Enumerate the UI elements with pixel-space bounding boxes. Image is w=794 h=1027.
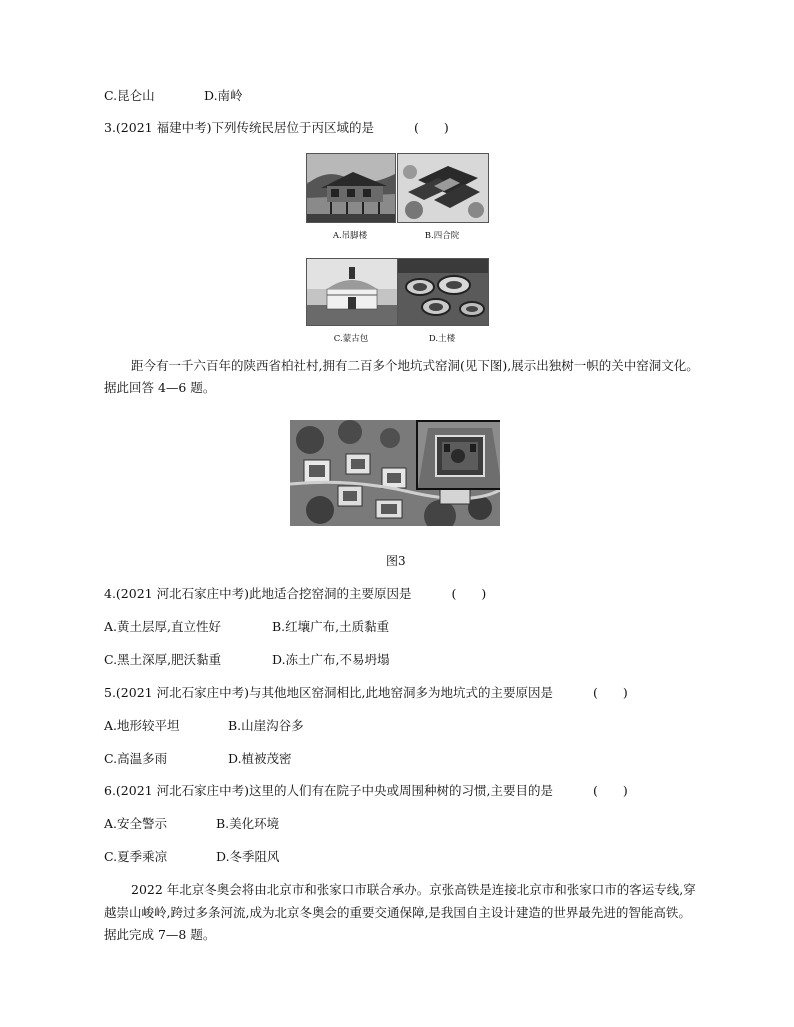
option-c: C.昆仑山 (104, 88, 155, 103)
passage2-line-3: 据此完成 7—8 题。 (104, 927, 216, 942)
q6-option-c: C.夏季乘凉 (104, 849, 168, 864)
q5-option-a: A.地形较平坦 (104, 718, 180, 733)
q4-option-b: B.红壤广布,土质黏重 (272, 619, 390, 634)
passage-line-1: 距今有一千六百年的陕西省柏社村,拥有二百多个地坑式窑洞(见下图),展示出独树一帜的关中窑洞文化。 (131, 358, 699, 373)
answer-paren: ( ) (592, 783, 628, 798)
question-3 (104, 120, 449, 136)
tulou-icon (398, 259, 488, 325)
q5-option-c: C.高温多雨 (104, 751, 168, 766)
q5-option-d: D.植被茂密 (228, 751, 292, 766)
q5-option-b: B.山崖沟谷多 (228, 718, 304, 733)
passage-line-2: 据此回答 4—6 题。 (104, 380, 216, 395)
courtyard-house-icon (398, 154, 488, 222)
question-stem: 5.(2021 河北石家庄中考)与其他地区窑洞相比,此地窑洞多为地坑式的主要原因是 (104, 685, 553, 700)
q4-option-d: D.冻土广布,不易坍塌 (272, 652, 390, 667)
cave-courtyard-closeup-icon (418, 422, 500, 488)
q6-option-d: D.冬季阻风 (216, 849, 280, 864)
question-5 (104, 685, 628, 701)
question-4 (104, 586, 486, 602)
q6-option-a: A.安全警示 (104, 816, 168, 831)
passage2-line-2: 越崇山峻岭,跨过多条河流,成为北京冬奥会的重要交通保障,是我国自主设计建造的世界最先进的智能高铁。 (104, 905, 691, 920)
stilt-house-icon (307, 154, 395, 222)
passage2-line-1: 2022 年北京冬奥会将由北京市和张家口市联合承办。京张高铁是连接北京市和张家口市的客运专线,穿 (131, 882, 696, 897)
photo-courtyard-house (397, 153, 489, 223)
question-stem: 4.(2021 河北石家庄中考)此地适合挖窑洞的主要原因是 (104, 586, 412, 601)
question-stem: 3.(2021 福建中考)下列传统民居位于丙区域的是 (104, 120, 374, 135)
answer-paren: ( ) (413, 120, 449, 135)
figure-inset-closeup (416, 420, 500, 490)
caption-c: C.蒙古包 (333, 334, 369, 344)
caption-b: B.四合院 (424, 231, 460, 241)
photo-stilt-house (306, 153, 396, 223)
option-d: D.南岭 (204, 88, 243, 103)
question-6 (104, 783, 628, 799)
photo-tulou (397, 258, 489, 326)
question-stem: 6.(2021 河北石家庄中考)这里的人们有在院子中央或周围种树的习惯,主要目的是 (104, 783, 553, 798)
figure-cave-dwellings (290, 420, 500, 526)
caption-d: D.土楼 (428, 334, 456, 344)
photo-yurt (306, 258, 398, 326)
answer-paren: ( ) (451, 586, 487, 601)
q6-option-b: B.美化环境 (216, 816, 280, 831)
answer-paren: ( ) (592, 685, 628, 700)
yurt-icon (307, 259, 397, 325)
caption-a: A.吊脚楼 (332, 231, 368, 241)
q4-option-a: A.黄土层厚,直立性好 (104, 619, 221, 634)
q4-option-c: C.黑土深厚,肥沃黏重 (104, 652, 222, 667)
figure-caption: 图3 (386, 554, 406, 568)
